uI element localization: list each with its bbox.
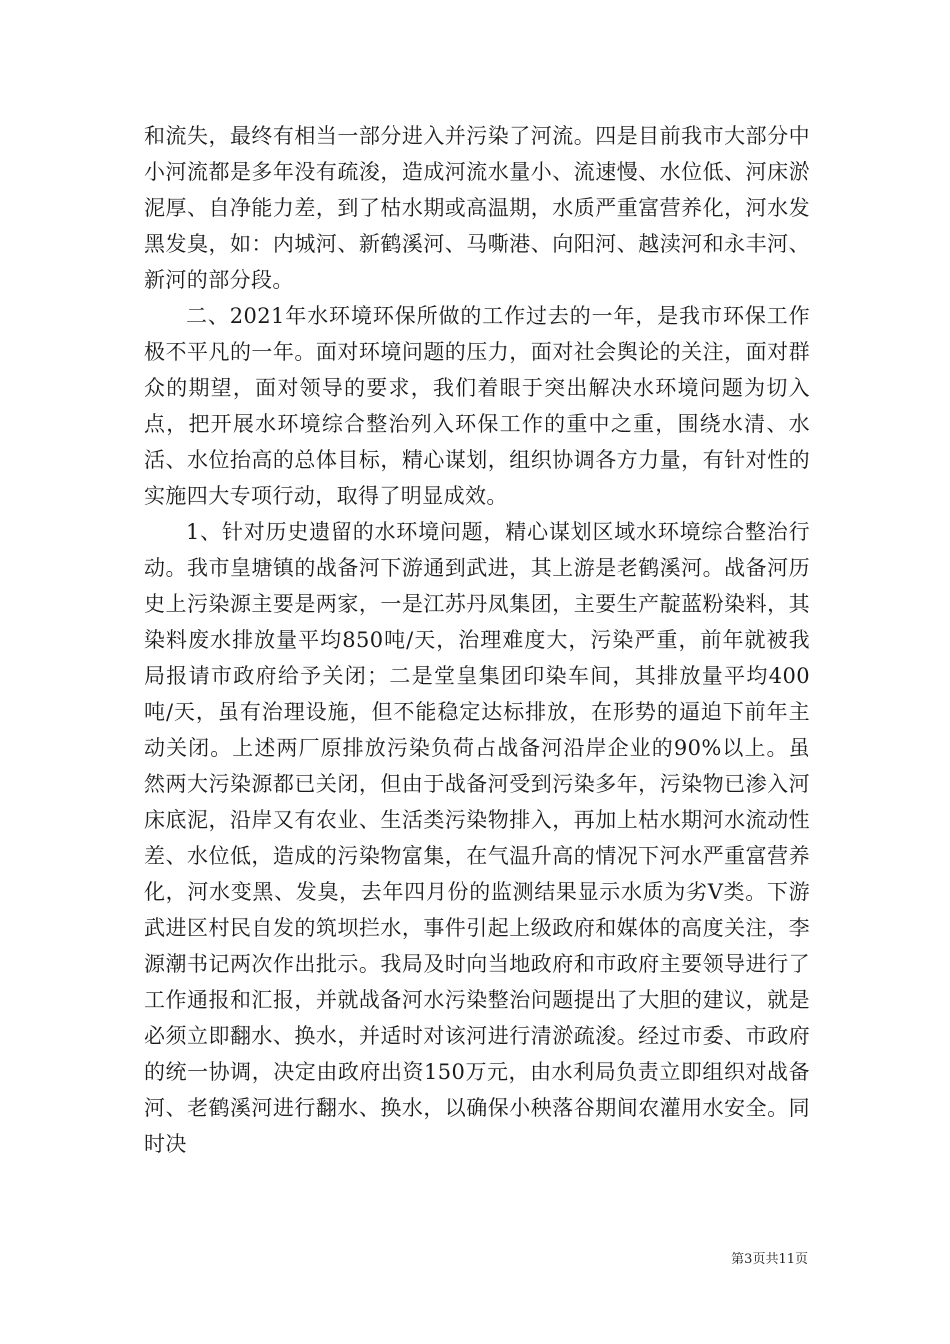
page-number: 第3页共11页 xyxy=(731,1252,808,1267)
paragraph-section-two: 二、2021年水环境环保所做的工作过去的一年，是我市环保工作极不平凡的一年。面对环境问题的压力，面对社会舆论的关注，面对群众的期望，面对领导的要求，我们着眼于突出解决水环境问题为切入点，把开展水环境综合整治列入环保工作的重中之重，围绕水清、水活、水位抬高的总体目标，精心谋划，组织协调各方力量，有针对性的实施四大专项行动，取得了明显成效。 xyxy=(144,304,810,508)
document-body xyxy=(144,118,810,1162)
paragraph-continuation: 和流失，最终有相当一部分进入并污染了河流。四是目前我市大部分中小河流都是多年没有疏浚，造成河流水量小、流速慢、水位低、河床淤泥厚、自净能力差，到了枯水期或高温期，水质严重富营养化，河水发黑发臭，如：内城河、新鹤溪河、马嘶港、向阳河、越渎河和永丰河、新河的部分段。 xyxy=(144,124,810,292)
paragraph-item-one: 1、针对历史遗留的水环境问题，精心谋划区域水环境综合整治行动。我市皇塘镇的战备河下游通到武进，其上游是老鹤溪河。战备河历史上污染源主要是两家，一是江苏丹凤集团，主要生产靛蓝粉染料，其染料废水排放量平均850吨/天，治理难度大，污染严重，前年就被我局报请市政府给予关闭；二是堂皇集团印染车间，其排放量平均400吨/天，虽有治理设施，但不能稳定达标排放，在形势的逼迫下前年主动关闭。上述两厂原排放污染负荷占战备河沿岸企业的90%以上。虽然两大污染源都已关闭，但由于战备河受到污染多年，污染物已渗入河床底泥，沿岸又有农业、生活类污染物排入，再加上枯水期河水流动性差、水位低，造成的污染物富集，在气温升高的情况下河水严重富营养化，河水变黑、发臭，去年四月份的监测结果显示水质为劣Ⅴ类。下游武进区村民自发的筑坝拦水，事件引起上级政府和媒体的高度关注，李源潮书记两次作出批示。我局及时向当地政府和市政府主要领导进行了工作通报和汇报，并就战备河水污染整治问题提出了大胆的建议，就是必须立即翻水、换水，并适时对该河进行清淤疏浚。经过市委、市政府的统一协调，决定由政府出资150万元，由水利局负责立即组织对战备河、老鹤溪河进行翻水、换水，以确保小秧落谷期间农灌用水安全。同时决 xyxy=(144,520,810,1156)
